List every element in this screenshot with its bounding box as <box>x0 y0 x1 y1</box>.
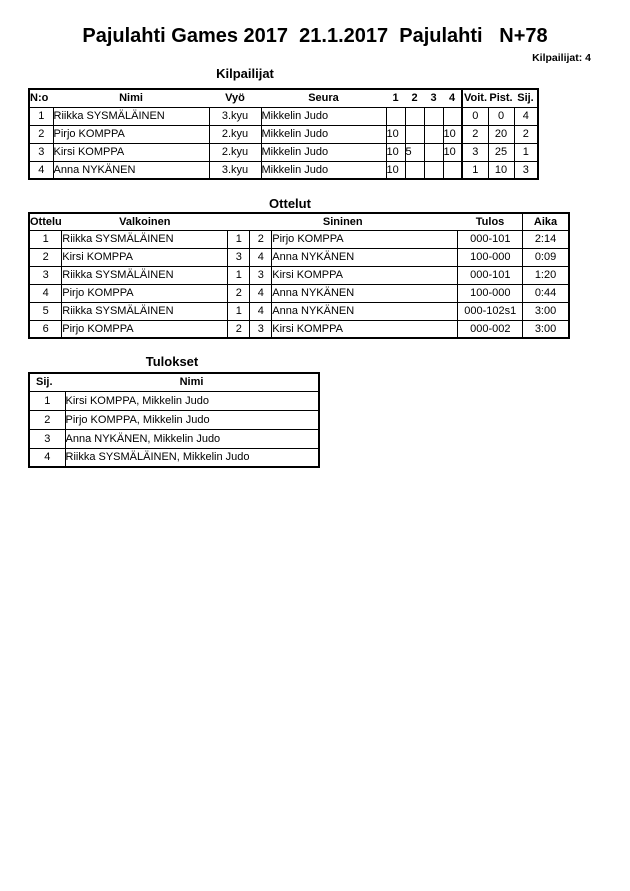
cell-seura: Mikkelin Judo <box>261 161 386 179</box>
section-heading-tulokset: Tulokset <box>145 354 199 369</box>
cell-round-1: 10 <box>386 125 405 143</box>
tulokset-table <box>28 372 320 468</box>
cell-aika: 1:20 <box>523 266 569 284</box>
cell-pist: 0 <box>488 107 514 125</box>
cell-blue-number: 4 <box>250 248 272 266</box>
cell-round-2 <box>405 107 424 125</box>
cell-valkoinen: Riikka SYSMÄLÄINEN <box>62 302 228 320</box>
cell-ottelu: 3 <box>29 266 62 284</box>
cell-nimi: Anna NYKÄNEN <box>53 161 209 179</box>
cell-valkoinen: Riikka SYSMÄLÄINEN <box>62 230 228 248</box>
cell-ottelu: 1 <box>29 230 62 248</box>
kilpailijat-table <box>28 88 539 180</box>
cell-tulos: 000-002 <box>458 320 523 338</box>
match-row <box>29 248 569 266</box>
cell-aika: 3:00 <box>523 320 569 338</box>
cell-voit: 0 <box>462 107 488 125</box>
cell-sininen: Anna NYKÄNEN <box>272 284 458 302</box>
header-tulos: Tulos <box>475 215 505 228</box>
header-sij: Sij. <box>517 92 534 105</box>
cell-no: 3 <box>29 143 53 161</box>
section-heading-kilpailijat: Kilpailijat <box>216 66 274 81</box>
cell-round-3 <box>424 125 443 143</box>
ottelut-header-row <box>29 213 569 230</box>
cell-tulos: 000-101 <box>458 230 523 248</box>
cell-sij: 2 <box>29 410 65 429</box>
competitor-row <box>29 161 538 179</box>
cell-round-1: 10 <box>386 143 405 161</box>
cell-no: 2 <box>29 125 53 143</box>
cell-sij: 1 <box>514 143 538 161</box>
cell-valkoinen: Kirsi KOMPPA <box>62 248 228 266</box>
cell-white-number: 1 <box>228 302 250 320</box>
header-round-4: 4 <box>448 92 456 105</box>
match-row <box>29 302 569 320</box>
cell-blue-number: 3 <box>250 320 272 338</box>
cell-tulos: 000-101 <box>458 266 523 284</box>
cell-round-2 <box>405 161 424 179</box>
competitor-row <box>29 125 538 143</box>
cell-round-4: 10 <box>443 143 462 161</box>
competitors-count: Kilpailijat: 4 <box>532 52 591 64</box>
cell-blue-number: 4 <box>250 284 272 302</box>
cell-white-number: 1 <box>228 230 250 248</box>
cell-sij: 4 <box>514 107 538 125</box>
cell-vyo: 3.kyu <box>209 107 261 125</box>
cell-ottelu: 5 <box>29 302 62 320</box>
header-round-2: 2 <box>411 92 418 105</box>
match-row <box>29 320 569 338</box>
match-row <box>29 230 569 248</box>
header-voit: Voit. <box>462 89 488 107</box>
tulokset-header-row <box>29 373 319 391</box>
cell-pist: 20 <box>488 125 514 143</box>
section-heading-ottelut: Ottelut <box>269 196 311 211</box>
cell-round-2 <box>405 125 424 143</box>
cell-voit: 1 <box>462 161 488 179</box>
header-nimi: Nimi <box>119 92 143 105</box>
cell-no: 4 <box>29 161 53 179</box>
cell-sij: 3 <box>514 161 538 179</box>
cell-ottelu: 4 <box>29 284 62 302</box>
header-sij: Sij. <box>36 376 53 389</box>
cell-sininen: Pirjo KOMPPA <box>272 230 458 248</box>
cell-pist: 10 <box>488 161 514 179</box>
header-valkoinen: Valkoinen <box>119 215 171 228</box>
page-title: Pajulahti Games 2017 21.1.2017 Pajulahti N+78 <box>82 25 548 47</box>
competitor-row <box>29 143 538 161</box>
cell-round-3 <box>424 161 443 179</box>
cell-sininen: Anna NYKÄNEN <box>272 302 458 320</box>
cell-round-4: 10 <box>443 125 462 143</box>
cell-nimi: Riikka SYSMÄLÄINEN <box>53 107 209 125</box>
header-sininen: Sininen <box>322 215 363 228</box>
cell-nimi: Riikka SYSMÄLÄINEN, Mikkelin Judo <box>65 448 319 467</box>
cell-sininen: Kirsi KOMPPA <box>272 266 458 284</box>
cell-nimi: Kirsi KOMPPA, Mikkelin Judo <box>65 391 319 410</box>
header-pist: Pist. <box>489 92 513 105</box>
match-row <box>29 266 569 284</box>
cell-sij: 1 <box>29 391 65 410</box>
cell-ottelu: 6 <box>29 320 62 338</box>
cell-valkoinen: Pirjo KOMPPA <box>62 320 228 338</box>
cell-sininen: Anna NYKÄNEN <box>272 248 458 266</box>
header-vyo: Vyö <box>225 92 245 105</box>
competitor-row <box>29 107 538 125</box>
cell-valkoinen: Pirjo KOMPPA <box>62 284 228 302</box>
cell-nimi: Pirjo KOMPPA, Mikkelin Judo <box>65 410 319 429</box>
cell-nimi: Pirjo KOMPPA <box>53 125 209 143</box>
cell-white-number: 2 <box>228 284 250 302</box>
cell-white-number: 1 <box>228 266 250 284</box>
result-row <box>29 429 319 448</box>
cell-blue-number: 3 <box>250 266 272 284</box>
cell-voit: 2 <box>462 125 488 143</box>
cell-sij: 4 <box>29 448 65 467</box>
cell-no: 1 <box>29 107 53 125</box>
cell-tulos: 100-000 <box>458 248 523 266</box>
cell-sij: 3 <box>29 429 65 448</box>
cell-blue-number: 4 <box>250 302 272 320</box>
cell-white-number: 2 <box>228 320 250 338</box>
cell-tulos: 000-102s1 <box>458 302 523 320</box>
cell-round-1 <box>386 107 405 125</box>
cell-aika: 2:14 <box>523 230 569 248</box>
result-row <box>29 391 319 410</box>
result-row <box>29 410 319 429</box>
cell-pist: 25 <box>488 143 514 161</box>
cell-aika: 3:00 <box>523 302 569 320</box>
cell-aika: 0:09 <box>523 248 569 266</box>
cell-round-4 <box>443 161 462 179</box>
cell-round-1: 10 <box>386 161 405 179</box>
cell-valkoinen: Riikka SYSMÄLÄINEN <box>62 266 228 284</box>
cell-seura: Mikkelin Judo <box>261 125 386 143</box>
cell-voit: 3 <box>462 143 488 161</box>
header-round-1: 1 <box>392 92 399 105</box>
cell-seura: Mikkelin Judo <box>261 143 386 161</box>
match-row <box>29 284 569 302</box>
header-aika: Aika <box>523 213 569 230</box>
cell-nimi: Anna NYKÄNEN, Mikkelin Judo <box>65 429 319 448</box>
cell-aika: 0:44 <box>523 284 569 302</box>
cell-round-3 <box>424 143 443 161</box>
cell-ottelu: 2 <box>29 248 62 266</box>
cell-vyo: 2.kyu <box>209 143 261 161</box>
cell-round-2: 5 <box>405 143 424 161</box>
cell-sininen: Kirsi KOMPPA <box>272 320 458 338</box>
cell-round-4 <box>443 107 462 125</box>
header-no: N:o <box>30 92 49 105</box>
header-ottelu: Ottelu <box>30 215 62 228</box>
cell-tulos: 100-000 <box>458 284 523 302</box>
ottelut-table <box>28 212 570 339</box>
cell-blue-number: 2 <box>250 230 272 248</box>
header-seura: Seura <box>308 92 339 105</box>
cell-white-number: 3 <box>228 248 250 266</box>
cell-sij: 2 <box>514 125 538 143</box>
cell-vyo: 2.kyu <box>209 125 261 143</box>
header-nimi: Nimi <box>179 376 204 389</box>
cell-vyo: 3.kyu <box>209 161 261 179</box>
cell-seura: Mikkelin Judo <box>261 107 386 125</box>
header-round-3: 3 <box>430 92 437 105</box>
cell-round-3 <box>424 107 443 125</box>
kilpailijat-header-row <box>29 89 538 107</box>
result-row <box>29 448 319 467</box>
cell-nimi: Kirsi KOMPPA <box>53 143 209 161</box>
